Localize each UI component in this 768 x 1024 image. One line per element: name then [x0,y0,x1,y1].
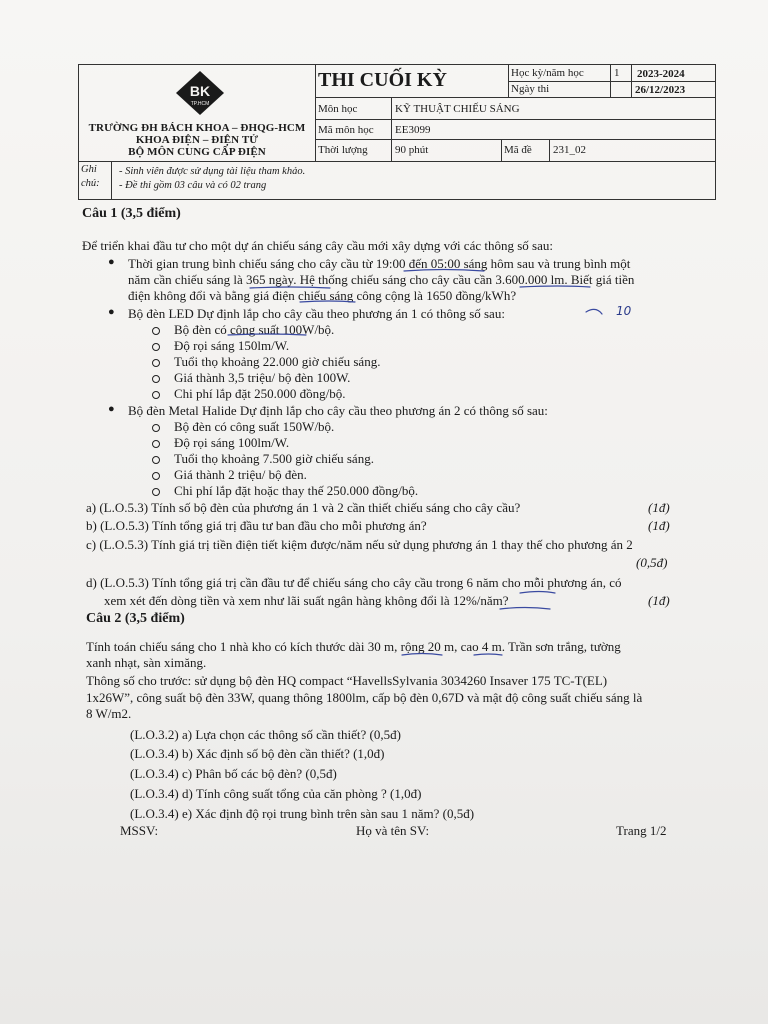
exam-code-value: 231_02 [553,144,586,156]
q1-part-a: a) (L.O.5.3) Tính số bộ đèn của phương án 1 và 2 cần thiết chiếu sáng cho cây cầu? [86,500,521,515]
semester-label: Học kỳ/năm học [511,67,584,79]
q2-item: (L.O.3.4) c) Phân bố các bộ đèn? (0,5đ) [130,766,337,781]
date-value: 26/12/2023 [635,84,686,96]
q1-part-d-line2: xem xét đến dòng tiền và xem như lãi suất ngân hàng không đổi là 12%/năm? [104,593,509,608]
q1-part-b: b) (L.O.5.3) Tính tổng giá trị đầu tư ban đầu cho mỗi phương án? [86,518,427,533]
footer-page: Trang 1/2 [616,823,667,838]
q2-item: (L.O.3.4) e) Xác định độ rọi trung bình trên sàn sau 1 năm? (0,5đ) [130,806,475,821]
q1-bullet3: Bộ đèn Metal Halide Dự định lắp cho cây cầu theo phương án 2 có thông số sau: [128,403,548,418]
q2-item: (L.O.3.2) a) Lựa chọn các thông số cần thiết? (0,5đ) [130,727,401,742]
q1-part-d-points: (1đ) [648,593,670,608]
bullet-icon: ● [108,256,115,268]
school-name: TRƯỜNG ĐH BÁCH KHOA – ĐHQG-HCM [88,122,306,134]
q2-para2-line1: Thông số cho trước: sử dụng bộ đèn HQ compact “HavellsSylvania 3034260 Insaver 175 TC-T(EL) [86,673,608,688]
note-label-2: chú: [81,178,100,189]
led-spec: Bộ đèn có công suất 100W/bộ. [174,322,335,337]
subject-label: Môn học [318,103,358,115]
mh-spec: Giá thành 2 triệu/ bộ đèn. [174,467,307,482]
led-spec: Chi phí lắp đặt 250.000 đồng/bộ. [174,386,346,401]
q2-para1-line1: Tính toán chiếu sáng cho 1 nhà kho có kích thước dài 30 m, rộng 20 m, cao 4 m. Trần sơn trắng, tường [86,639,621,654]
q1-bullet1-line1: Thời gian trung bình chiếu sáng cho cây cầu từ 19:00 đến 05:00 sáng hôm sau và trung bình một [128,256,631,271]
semester-value: 1 [614,67,620,79]
q2-item: (L.O.3.4) b) Xác định số bộ đèn cần thiết? (1,0đ) [130,746,385,761]
q1-part-b-points: (1đ) [648,518,670,533]
note-2: - Đề thi gồm 03 câu và có 02 trang [119,180,267,191]
duration-value: 90 phút [395,144,429,156]
code-value: EE3099 [395,124,431,136]
mh-spec: Bộ đèn có công suất 150W/bộ. [174,419,335,434]
exam-code-label: Mã đề [504,144,532,156]
q1-bullet1-line3: điện không đổi và bằng giá điện chiếu sáng công cộng là 1650 đồng/kWh? [128,288,517,303]
bullet-icon: ● [108,403,115,415]
mh-spec: Tuổi thọ khoảng 7.500 giờ chiếu sáng. [174,451,374,466]
subject-value: KỸ THUẬT CHIẾU SÁNG [395,103,520,115]
led-spec: Tuổi thọ khoảng 22.000 giờ chiếu sáng. [174,354,381,369]
q2-heading: Câu 2 (3,5 điểm) [86,611,185,626]
q2-para1-line2: xanh nhạt, sàn ximăng. [86,655,207,670]
date-label: Ngày thi [511,83,550,95]
bullet-icon: ● [108,306,115,318]
q1-bullet1-line2: năm cần chiếu sáng là 365 ngày. Hệ thống chiếu sáng cho cây cầu cần 3.600.000 lm. Biết giá tiền [128,272,635,287]
q1-heading: Câu 1 (3,5 điểm) [82,206,181,221]
mh-spec: Chi phí lắp đặt hoặc thay thế 250.000 đồng/bộ. [174,483,419,498]
q1-part-a-points: (1đ) [648,500,670,515]
code-label: Mã môn học [318,124,374,136]
department-name: BỘ MÔN CUNG CẤP ĐIỆN [128,146,266,158]
logo-text: BK [189,83,211,99]
footer-mssv: MSSV: [120,823,159,838]
q1-part-d-line1: d) (L.O.5.3) Tính tổng giá trị cần đầu tư để chiếu sáng cho cây cầu trong 6 năm cho mỗi phương án, có [86,575,622,590]
handwritten-note: 10 [616,304,632,318]
q2-para2-line3: 8 W/m2. [86,706,132,721]
faculty-name: KHOA ĐIỆN – ĐIỆN TỬ [135,134,259,146]
year-value: 2023-2024 [637,68,685,80]
logo-sub: TP.HCM [190,101,210,107]
q1-intro: Để triển khai đầu tư cho một dự án chiếu sáng cây cầu mới xây dựng với các thông số sau: [82,238,553,253]
q1-bullet2: Bộ đèn LED Dự định lắp cho cây cầu theo phương án 1 có thông số sau: [128,306,505,321]
footer-name: Họ và tên SV: [356,823,430,838]
led-spec: Giá thành 3,5 triệu/ bộ đèn 100W. [174,370,351,385]
note-label-1: Ghi [81,164,97,175]
duration-label: Thời lượng [318,144,368,156]
note-1: - Sinh viên được sử dụng tài liệu tham khảo. [119,166,306,177]
led-spec: Độ rọi sáng 150lm/W. [174,338,290,353]
q2-para2-line2: 1x26W”, công suất bộ đèn 33W, quang thông 1800lm, cấp bộ đèn 0,67D và mật độ công suất chiếu sáng là [86,690,643,705]
mh-spec: Độ rọi sáng 100lm/W. [174,435,290,450]
q1-part-c: c) (L.O.5.3) Tính giá trị tiền điện tiết kiệm được/năm nếu sử dụng phương án 1 thay thế cho phương án 2 [86,537,633,552]
q2-item: (L.O.3.4) d) Tính công suất tổng của căn phòng ? (1,0đ) [130,786,422,801]
q1-part-c-points: (0,5đ) [636,555,668,570]
exam-title: THI CUỐI KỲ [318,69,447,91]
